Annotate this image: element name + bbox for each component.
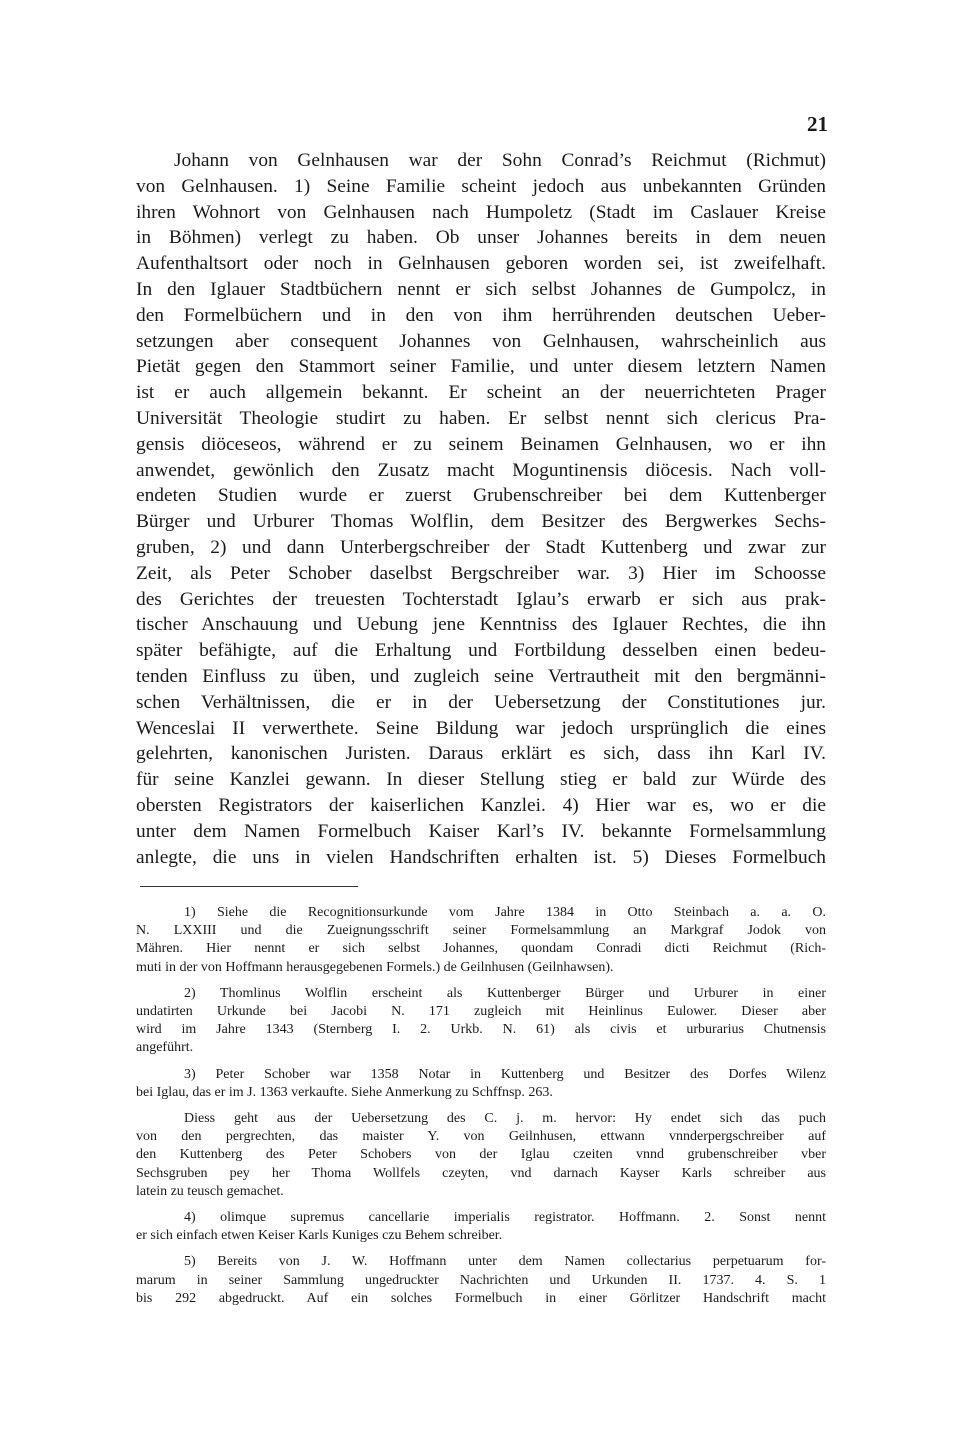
body-line: den Formelbüchern und in den von ihm herrührenden deutschen Ueber- [136,304,826,326]
body-line: schen Verhältnissen, die er in der Uebersetzung der Constitutiones jur. [136,691,826,713]
footnote-line: angeführt. [136,1040,194,1056]
body-line: ist er auch allgemein bekannt. Er scheint an der neuerrichteten Prager [136,382,826,404]
footnote-line: 4) olimque supremus cancellarie imperialis registrator. Hoffmann. 2. Sonst nennt [184,1210,826,1226]
footnote-line: 1) Siehe die Recognitionsurkunde vom Jahre 1384 in Otto Steinbach a. a. O. [184,905,826,920]
footnote-line: latein zu teusch gemachet. [136,1183,284,1199]
body-line: Johann von Gelnhausen war der Sohn Conrad’s Reichmut (Richmut) [174,150,826,171]
body-line: gelehrten, kanonischen Juristen. Daraus erklärt es sich, dass ihn Karl IV. [136,743,826,765]
body-line: Universität Theologie studirt zu haben. Er selbst nennt sich clericus Pra- [136,407,826,429]
footnote-line: 5) Bereits von J. W. Hoffmann unter dem Namen collectarius perpetuarum for- [184,1254,826,1270]
body-text [136,148,826,870]
body-line: für seine Kanzlei gewann. In dieser Stellung stieg er bald zur Würde des [136,769,826,791]
body-line: Bürger und Urburer Thomas Wolflin, dem Besitzer des Bergwerkes Sechs- [136,511,826,533]
footnote-5 [136,1253,826,1308]
body-line: Wenceslai II verwerthete. Seine Bildung war jedoch ursprünglich die eines [136,717,826,739]
body-line: des Gerichtes der treuesten Tochterstadt Iglau’s erwarb er sich aus prak- [136,588,826,610]
body-line: unter dem Namen Formelbuch Kaiser Karl’s IV. bekannte Formelsammlung [136,820,826,842]
body-line: Zeit, als Peter Schober daselbst Bergschreiber war. 3) Hier im Schoosse [136,562,826,584]
body-line: Aufenthaltsort oder noch in Gelnhausen geboren worden sei, ist zweifelhaft. [136,253,826,275]
footnote-separator [140,886,358,887]
footnote-line: 2) Thomlinus Wolflin erscheint als Kuttenberger Bürger und Urburer in einer [184,985,826,1001]
footnotes [136,904,826,1316]
footnote-3-continuation [136,1110,826,1201]
body-line: Pietät gegen den Stammort seiner Familie, und unter diesem letztern Namen [136,356,826,378]
footnote-line: marum in seiner Sammlung ungedruckter Nachrichten und Urkunden II. 1737. 4. S. 1 [136,1272,826,1288]
body-line: von Gelnhausen. 1) Seine Familie scheint jedoch aus unbekannten Gründen [136,175,826,197]
body-line: anwendet, gewönlich den Zusatz macht Moguntinensis diöcesis. Nach voll- [136,459,826,481]
footnote-line: 3) Peter Schober war 1358 Notar in Kuttenberg und Besitzer des Dorfes Wilenz [184,1066,826,1082]
footnote-4 [136,1209,826,1245]
footnote-line: wird im Jahre 1343 (Sternberg I. 2. Urkb. N. 61) als civis et urburarius Chutnensis [136,1022,826,1038]
body-line: gensis diöceseos, während er zu seinem Beinamen Gelnhausen, wo er ihn [136,433,826,455]
footnote-line: von den pergrechten, das maister Y. von Geilnhusen, ettwann vnnderpergschreiber auf [136,1129,826,1145]
footnote-line: undatirten Urkunde bei Jacobi N. 171 zugleich mit Heinlinus Eulower. Dieser aber [136,1004,826,1020]
footnote-line: Mähren. Hier nennt er sich selbst Johannes, quondam Conradi dicti Reichmut (Rich- [136,941,826,957]
body-line: in Böhmen) verlegt zu haben. Ob unser Johannes bereits in dem neuen [136,227,826,249]
body-line: später befähigte, auf die Erhaltung und Fortbildung desselben einen bedeu- [136,640,826,662]
footnote-line: bis 292 abgedruckt. Auf ein solches Formelbuch in einer Görlitzer Handschrift macht [136,1290,826,1306]
body-line: gruben, 2) und dann Unterbergschreiber der Stadt Kuttenberg und zwar zur [136,536,826,558]
body-line: obersten Registrators der kaiserlichen Kanzlei. 4) Hier war es, wo er die [136,794,826,816]
body-line: ihren Wohnort von Gelnhausen nach Humpoletz (Stadt im Caslauer Kreise [136,201,826,223]
footnote-1 [136,904,826,977]
body-line: setzungen aber consequent Johannes von Gelnhausen, wahrscheinlich aus [136,330,826,352]
body-line: In den Iglauer Stadtbüchern nennt er sich selbst Johannes de Gumpolcz, in [136,278,826,300]
footnote-line: den Kuttenberg des Peter Schobers von der Iglau czeiten vnnd grubenschreiber vber [136,1147,826,1163]
body-line: tischer Anschauung und Uebung jene Kenntniss des Iglauer Rechtes, die ihn [136,614,826,636]
footnote-line: bei Iglau, das er im J. 1363 verkaufte. Siehe Anmerkung zu Schffnsp. 263. [136,1084,553,1100]
footnote-line: N. LXXIII und die Zueignungsschrift seiner Formelsammlung an Markgraf Jodok von [136,923,826,939]
footnote-line: Sechsgruben pey her Thoma Wollfels czeyten, vnd darnach Kayser Karls schreiber aus [136,1165,826,1181]
footnote-3 [136,1066,826,1102]
footnote-line: muti in der von Hoffmann herausgegebenen Formels.) de Geilnhusen (Geilnhawsen). [136,959,614,975]
body-line: anlegte, die uns in vielen Handschriften erhalten ist. 5) Dieses Formelbuch [136,846,826,868]
body-line: tenden Einfluss zu üben, und zugleich seine Vertrautheit mit den bergmänni- [136,665,826,687]
footnote-2 [136,985,826,1058]
footnote-line: er sich einfach etwen Keiser Karls Kuniges czu Behem schreiber. [136,1228,503,1244]
page-number: 21 [807,112,828,136]
footnote-line: Diess geht aus der Uebersetzung des C. j. m. hervor: Hy endet sich das puch [184,1111,826,1127]
body-line: endeten Studien wurde er zuerst Grubenschreiber bei dem Kuttenberger [136,485,826,507]
